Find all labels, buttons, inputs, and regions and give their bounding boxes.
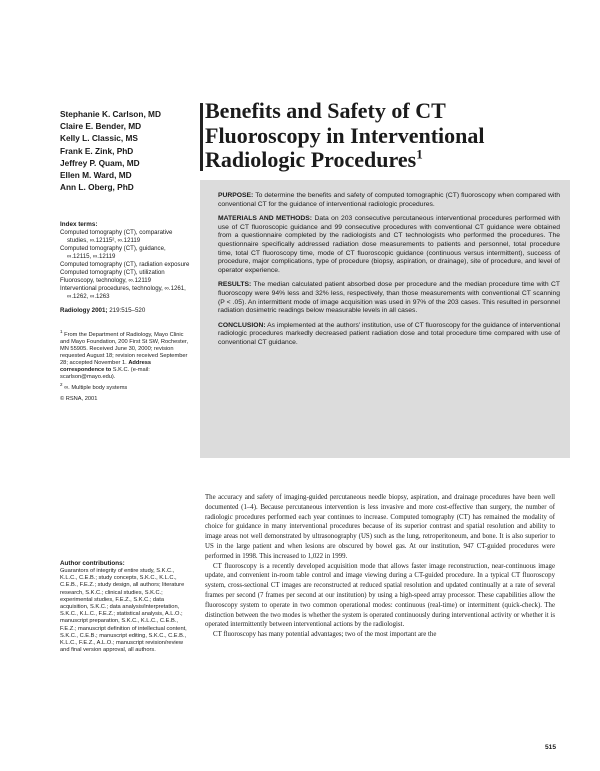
- contributions-heading: Author contributions:: [60, 560, 125, 567]
- left-column: [60, 108, 190, 403]
- citation-journal: Radiology 2001;: [60, 306, 108, 314]
- index-term: Computed tomography (CT), radiation exposure: [60, 261, 190, 269]
- author-contributions: [60, 560, 188, 654]
- affiliation-footnote: $^1$ From the Department of Radiology, Mayo Clinic and Mayo Foundation, 200 First St SW, Rochester, MN 55905. Received June 30, 2000; revision requested August 18; revision received September 28; accepted November 1. Address correspondence to S.K.C. (e-mail: scarlson@mayo.edu).: [60, 328, 189, 381]
- article-title: Benefits and Safety of CT Fluoroscopy in Interventional Radiologic Procedures$^1$: [205, 98, 485, 172]
- title-footnote-marker: 1: [416, 146, 423, 162]
- copyright: © RSNA, 2001: [60, 396, 98, 403]
- citation-pages: 219:515–520: [109, 306, 146, 314]
- body-paragraph: CT fluoroscopy is a recently developed acquisition mode that allows faster image reconstruction, near-continuous image update, and convenient in-room table control and image viewing during a CT-guided procedure. In a typical CT fluoroscopy system, cross-sectional CT images are reconstructed at reduced spatial resolution and updated continually at a rate of several frames per second (7 frames per second at our institution) by using a high-speed array processor. These capabilities allow the fluoroscopy system to operate in two common operational modes: continuous (real-time) or intermittent (quick-check). The distinction between the two modes is whether the system is operated continuously during interventional activity or whether it is operated intermittently between interventional actions by the radiologist.: [205, 562, 555, 629]
- body-text: [205, 493, 555, 640]
- author: Jeffrey P. Quam, MD: [60, 157, 140, 168]
- index-term: Computed tomography (CT), utilization: [60, 268, 165, 276]
- index-term: Computed tomography (CT), comparative studies, ∞.12115², ∞.12119: [60, 229, 173, 245]
- title-rule: [200, 103, 203, 171]
- index-term: Computed tomography (CT), guidance, ∞.12115, ∞.12119: [60, 245, 166, 261]
- abstract-conclusion: CONCLUSION: As implemented at the authors' institution, use of CT fluoroscopy for the guidance of interventional radiologic procedures markedly decreased patient radiation dose and total procedure time compared with use of conventional CT guidance.: [218, 321, 560, 346]
- author: Claire E. Bender, MD: [60, 121, 142, 132]
- abstract-box: [200, 180, 570, 458]
- author: Stephanie K. Carlson, MD: [60, 109, 161, 119]
- multiple-systems-footnote: $^2$ ∞. Multiple body systems: [60, 382, 128, 392]
- correspondence-label: Address correspondence to: [60, 359, 152, 373]
- page-number: 515: [545, 744, 557, 751]
- author: Ellen M. Ward, MD: [60, 170, 132, 181]
- index-terms-heading: Index terms:: [60, 221, 98, 229]
- author-list: [60, 108, 190, 193]
- correspondence-text: S.K.C. (e-mail: scarlson@mayo.edu).: [60, 366, 150, 381]
- abstract-methods: MATERIALS AND METHODS: Data on 203 consecutive percutaneous interventional procedures performed with use of CT fluoroscopic guidance and 99 consecutive procedures with conventional CT guidance were obtained from a questionnaire completed by the radiologists and CT technologists who performed the procedures. The questionnaire specifically addressed radiation dose measurements to patients and personnel, total procedure time, total CT fluoroscopy time, mode of CT fluoroscopic guidance (continuous versus intermittent), success of procedure, major complications, type of procedure (biopsy, aspiration, or drainage), site of procedure, and level of operator experience.: [218, 215, 560, 274]
- footnotes: [60, 328, 190, 404]
- index-terms: [60, 221, 190, 300]
- abstract-purpose: PURPOSE: To determine the benefits and safety of computed tomographic (CT) fluoroscopy when compared with conventional CT for the guidance of interventional radiologic procedures.: [218, 192, 560, 208]
- index-term: Interventional procedures, technology, ∞.1261, ∞.1262, ∞.1263: [60, 284, 186, 300]
- author: Ann L. Oberg, PhD: [60, 182, 134, 193]
- citation: [60, 307, 190, 314]
- body-paragraph: CT fluoroscopy has many potential advantages; two of the most important are the: [213, 631, 437, 639]
- author: Frank E. Zink, PhD: [60, 145, 134, 156]
- body-paragraph: The accuracy and safety of imaging-guided percutaneous needle biopsy, aspiration, and drainage procedures have been well documented (1–4). Because percutaneous intervention is less invasive and more cost-effective than surgery, the number of radiologic procedures performed each year continues to increase. Computed tomography (CT) has remained the modality of choice for guidance in many interventional procedures because of its superior contrast and spatial resolution and ability to image areas not well demonstrated by ultrasonography (US) such as the lung, retroperitoneum, and bone. It is also superior to US in the large patient and when lesions are obscured by bowel gas. At our institution, 947 CT-guided procedures were performed in 1998. This increased to 1,022 in 1999.: [205, 494, 555, 560]
- contributions-text: Guarantors of integrity of entire study, S.K.C., K.L.C., C.E.B.; study concepts, S.K.C., K.L.C., C.E.B., F.E.Z.; study design, all authors; literature research, S.K.C.; clinical studies, S.K.C.; experimental studies, F.E.Z., S.K.C.; data acquisition, S.K.C.; data analysis/interpretation, S.K.C., K.L.C., F.E.Z.; statistical analysis, A.L.O.; manuscript preparation, S.K.C., K.L.C., C.E.B., F.E.Z.; manuscript definition of intellectual content, S.K.C., C.E.B.; manuscript editing, S.K.C., C.E.B., K.L.C., F.E.Z., A.L.O.; manuscript revision/review and final version approval, all authors.: [60, 568, 187, 654]
- abstract-results: RESULTS: The median calculated patient absorbed dose per procedure and the median procedure time with CT fluoroscopy were 94% less and 32% less, respectively, than those measurements with conventional CT scanning (P < .05). An intermittent mode of image acquisition was used in 97% of the 203 cases. This resulted in personnel radiation dosimetric readings below measurable levels in all cases.: [218, 281, 560, 315]
- author: Kelly L. Classic, MS: [60, 133, 138, 144]
- index-term: Fluoroscopy, technology, ∞.12119: [60, 276, 152, 284]
